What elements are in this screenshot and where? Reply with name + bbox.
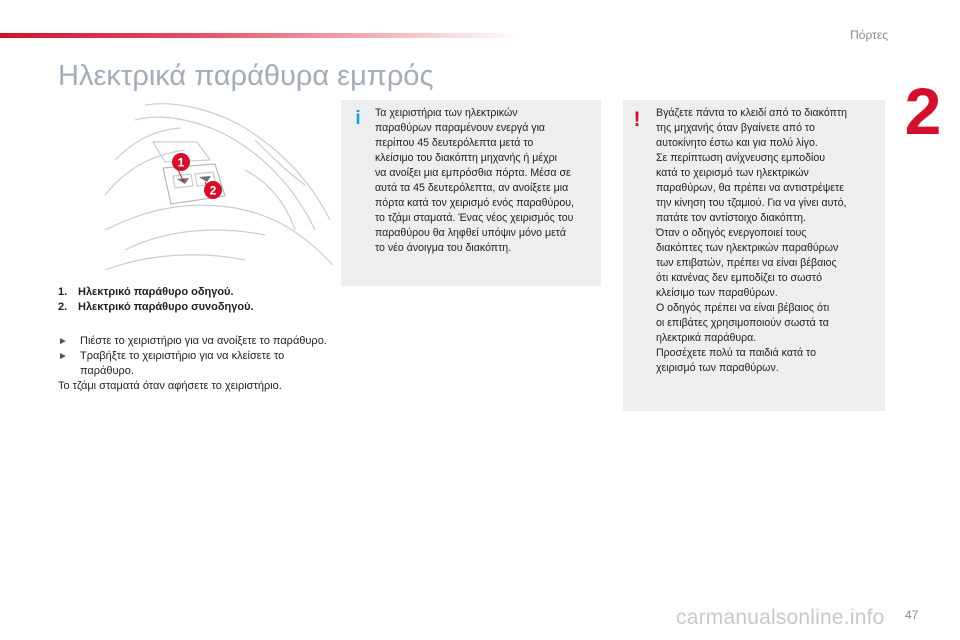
instruction-text: Πιέστε το χειριστήριο για να ανοίξετε το παράθυρο.: [80, 335, 327, 347]
watermark: carmanualsonline.info: [676, 606, 885, 629]
callout-2: [204, 181, 222, 199]
stop-note: Το τζάμι σταματά όταν αφήσετε το χειριστήριο.: [58, 380, 282, 392]
caption-text: Ηλεκτρικό παράθυρο συνοδηγού.: [78, 301, 254, 313]
info-icon: i: [355, 108, 361, 129]
section-label: Πόρτες: [850, 28, 888, 42]
header-accent-bar: [0, 33, 520, 38]
arrow-bullet-icon: ►: [58, 336, 68, 347]
instruction-item: [58, 334, 328, 349]
instruction-item: [58, 349, 328, 379]
page-title: Ηλεκτρικά παράθυρα εμπρός: [58, 60, 434, 92]
caption-item: [58, 300, 328, 315]
door-panel-drawing: [105, 100, 333, 275]
instructions: [58, 334, 328, 394]
caption-item: [58, 285, 328, 300]
svg-text:1: 1: [177, 155, 185, 170]
svg-text:2: 2: [209, 183, 217, 198]
caption-list: [58, 285, 328, 315]
warning-box: [623, 100, 885, 411]
caption-text: Ηλεκτρικό παράθυρο οδηγού.: [78, 286, 234, 298]
warning-text: Βγάζετε πάντα το κλειδί από το διακόπτη της μηχανής όταν βγαίνετε από το αυτοκίνητο έστω και για πολύ λίγο. Σε περίπτωση ανίχνευσης εμποδίου κατά το χειρισμό των ηλεκτρικών παραθύρων, θα πρέπει να αντιστρέψετε την κίνηση του τζαμιού. Για να γίνει αυτό, πατάτε τον αντίστοιχο διακόπτη. Όταν ο οδηγός ενεργοποιεί τους διακόπτες των ηλεκτρικών παραθύρων των επιβατών, πρέπει να είναι βέβαιος ότι κανένας δεν εμποδίζει το σωστό κλείσιμο των παραθύρων. Ο οδηγός πρέπει να είναι βέβαιος ότι οι επιβάτες χρησιμοποιούν σωστά τα ηλεκτρικά παράθυρα. Προσέχετε πολύ τα παιδιά κατά το χειρισμό των παραθύρων.: [656, 107, 847, 374]
page-number: 47: [905, 608, 919, 622]
caption-number: 1.: [58, 286, 68, 298]
instruction-text: Τραβήξτε το χειριστήριο για να κλείσετε το παράθυρο.: [80, 350, 285, 377]
arrow-bullet-icon: ►: [58, 351, 68, 362]
info-text: Τα χειριστήρια των ηλεκτρικών παραθύρων παραμένουν ενεργά για περίπου 45 δευτερόλεπτα μετά το κλείσιμο του διακόπτη μηχανής ή μέχρι να ανοίξει μια εμπρόσθια πόρτα. Μέσα σε αυτά τα 45 δευτερόλεπτα, αν ανοίξετε μια πόρτα κατά τον χειρισμό ενός παραθύρου, το τζάμι σταματά. Ένας νέος χειρισμός του παραθύρου θα ληφθεί υπόψιν μόνο μετά το νέο άνοιγμα του διακόπτη.: [375, 107, 574, 254]
info-box: [341, 100, 601, 286]
warning-icon: !: [633, 108, 641, 131]
callout-1: [172, 153, 190, 171]
window-switch-illustration: [105, 100, 333, 275]
chapter-number: 2: [904, 74, 942, 148]
caption-number: 2.: [58, 301, 68, 313]
